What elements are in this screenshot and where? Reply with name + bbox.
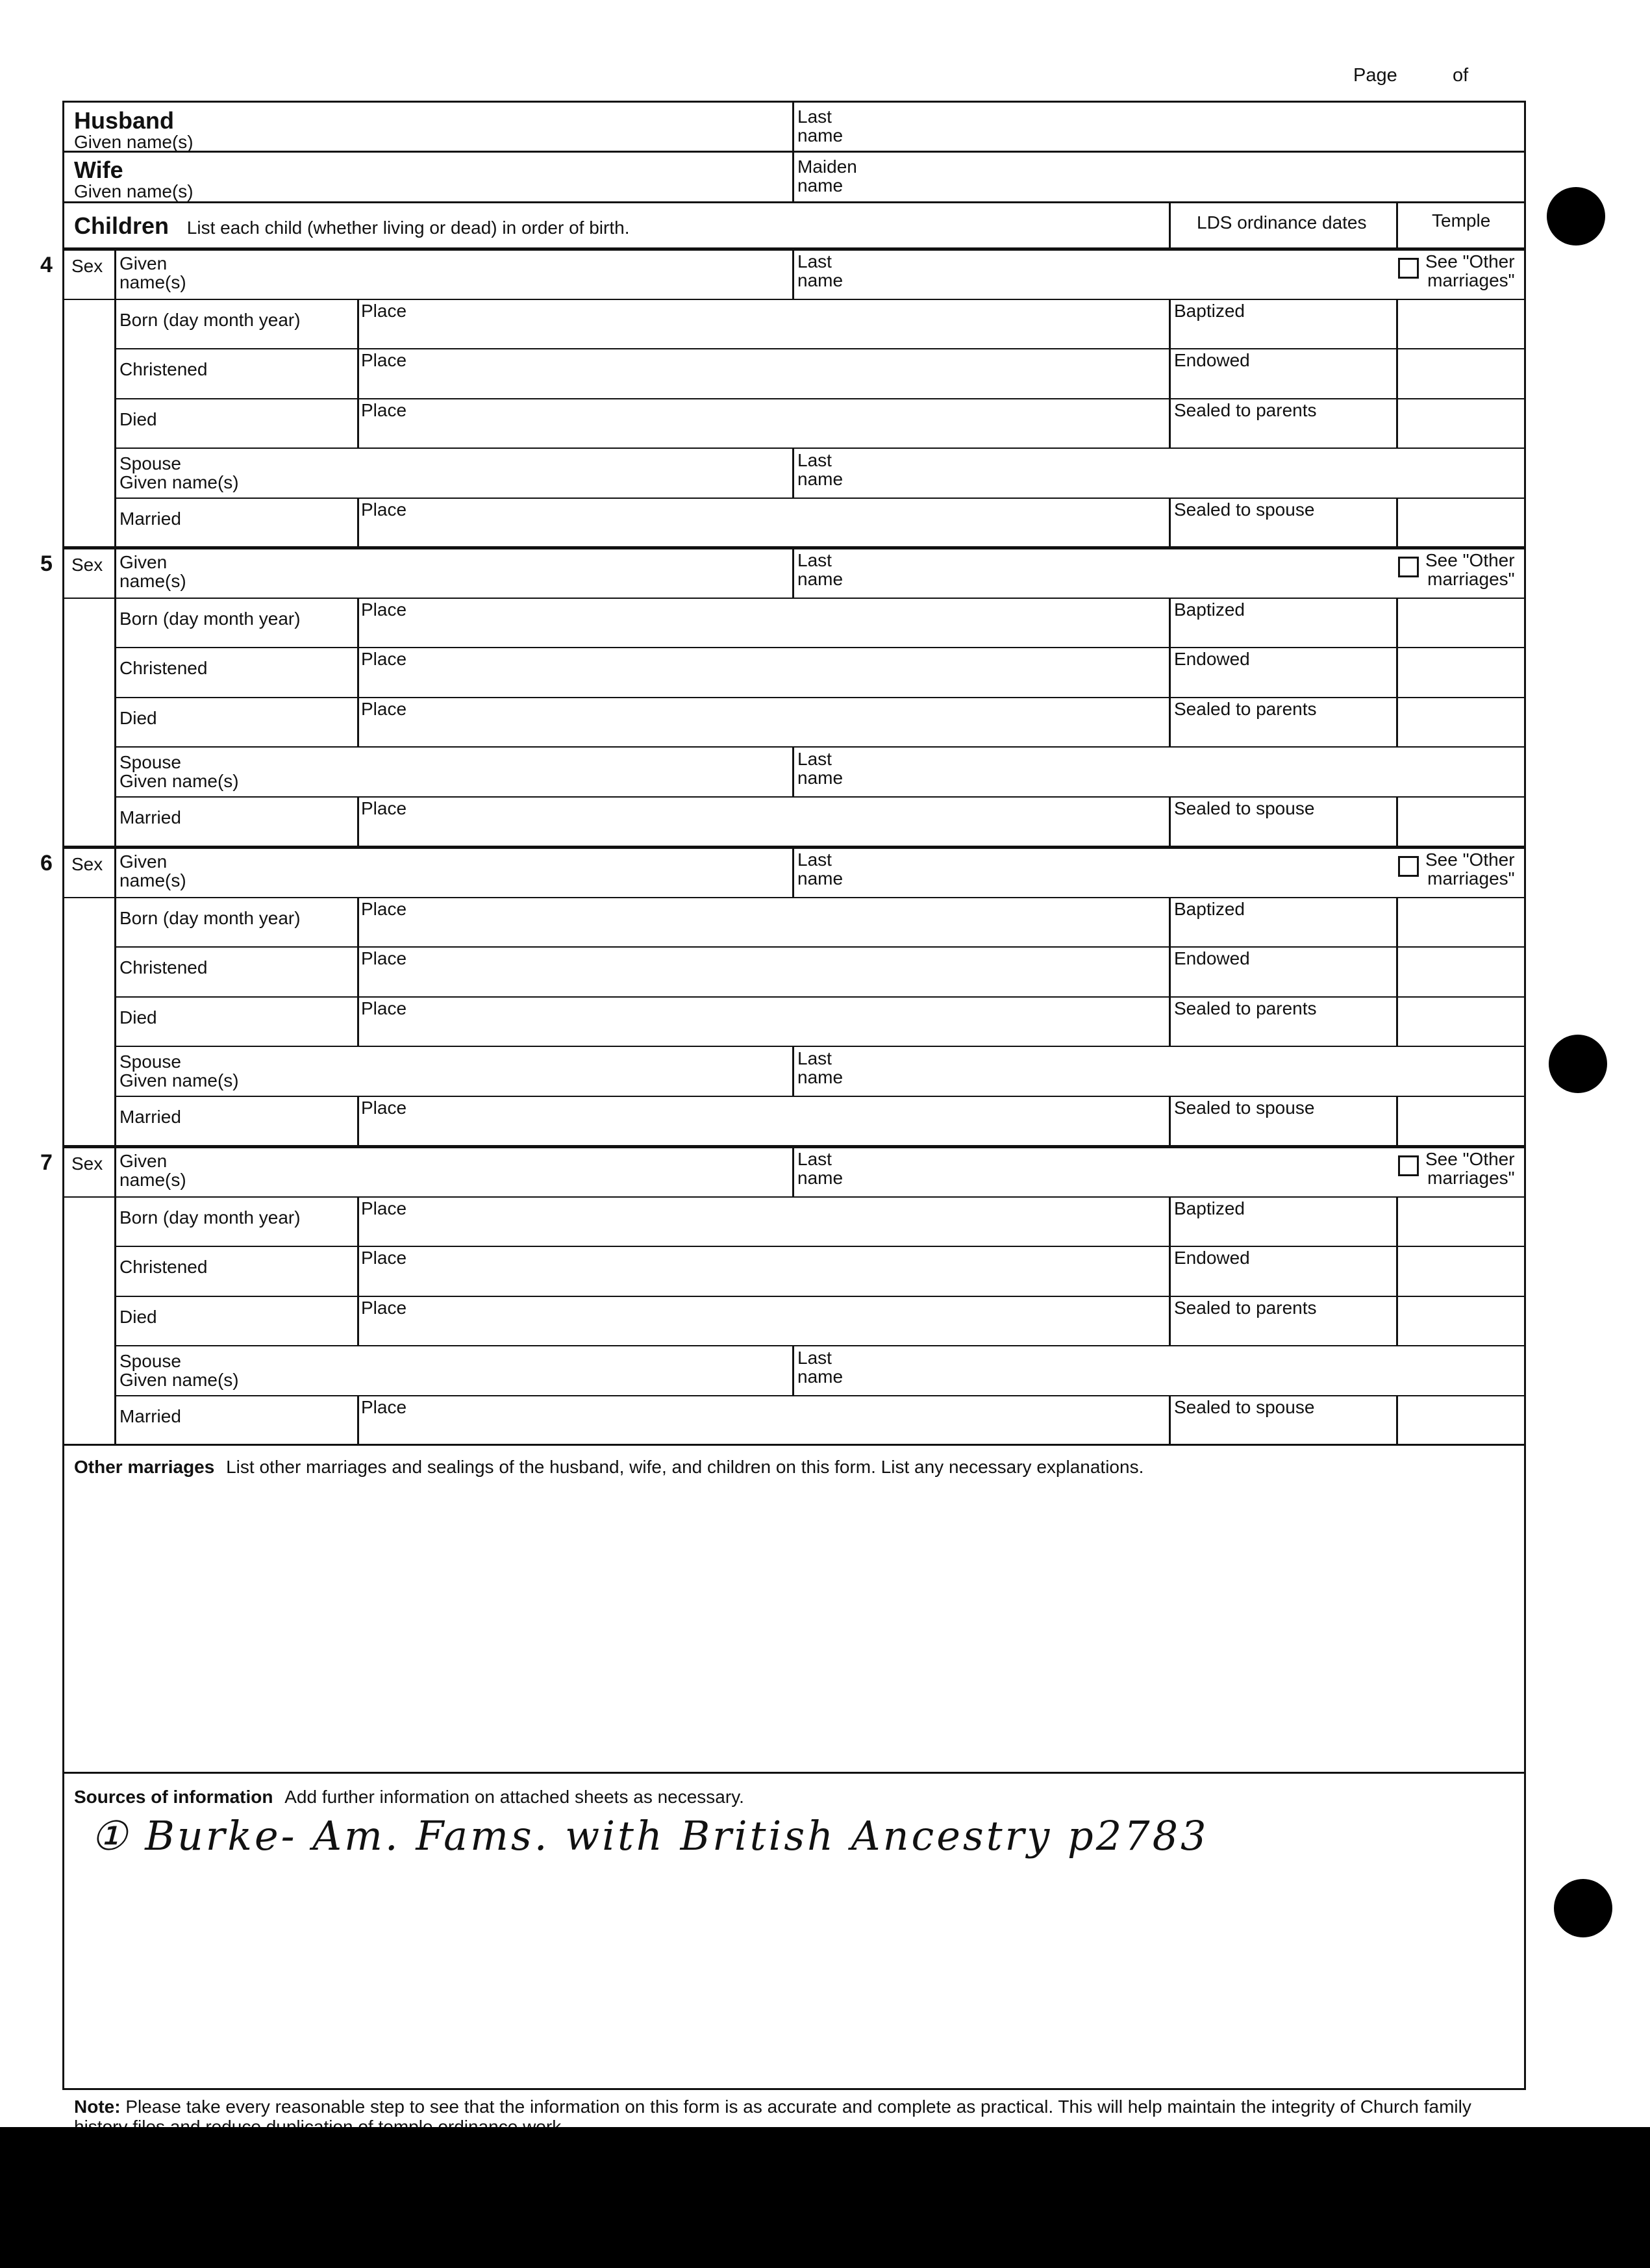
child-5-given-name-field[interactable]: Given name(s) [119, 552, 186, 591]
wife-section[interactable] [74, 158, 194, 201]
child-4-other-marriages-checkbox[interactable] [1398, 258, 1419, 279]
child-4-spouse-given-name-field[interactable]: Spouse Given name(s) [119, 453, 239, 492]
child-5-born-date-field[interactable]: Born (day month year) [119, 609, 301, 629]
child-7-given-name-field[interactable]: Given name(s) [119, 1151, 186, 1190]
child-7-sealed-to-spouse-field[interactable]: Sealed to spouse [1174, 1397, 1315, 1417]
child-4-baptized-field[interactable]: Baptized [1174, 301, 1245, 321]
page-of-label: of [1453, 65, 1469, 86]
child-7-born-date-field[interactable]: Born (day month year) [119, 1207, 301, 1228]
child-5-spouse-given-name-field[interactable]: Spouse Given name(s) [119, 752, 239, 791]
wife-given-label: Given name(s) [74, 181, 194, 201]
child-6-separator [62, 846, 1526, 849]
child-6-christened-date-field[interactable]: Christened [119, 957, 208, 977]
child-7-died-date-field[interactable]: Died [119, 1307, 157, 1327]
child-4-died-date-field[interactable]: Died [119, 409, 157, 429]
child-4-sealed-to-parents-temple-field[interactable] [1399, 401, 1522, 445]
child-6-sealed-to-parents-temple-field[interactable] [1399, 999, 1522, 1043]
child-6-born-place-field[interactable]: Place [361, 899, 407, 919]
child-6-married-date-field[interactable]: Married [119, 1107, 181, 1127]
husband-given-label: Given name(s) [74, 132, 194, 152]
child-7-spouse-last-name-field[interactable]: Last name [797, 1348, 844, 1387]
child-7-endowed-field[interactable]: Endowed [1174, 1248, 1250, 1268]
sources-section[interactable] [74, 1787, 744, 1806]
handwritten-source-entry: ① Burke- Am. Fams. with British Ancestry p2783 [91, 1812, 1209, 1859]
child-5-sealed-to-spouse-temple-field[interactable] [1399, 799, 1522, 843]
sources-title: Sources of information [74, 1787, 273, 1807]
child-5-separator [62, 546, 1526, 549]
child-7-baptized-field[interactable]: Baptized [1174, 1198, 1245, 1218]
child-5-sealed-to-spouse-field[interactable]: Sealed to spouse [1174, 798, 1315, 818]
child-4-born-place-field[interactable]: Place [361, 301, 407, 321]
child-6-other-marriages-checkbox[interactable] [1398, 856, 1419, 877]
child-4-separator [62, 247, 1526, 251]
child-6-last-name-field[interactable]: Last name [797, 850, 844, 888]
child-6-spouse-given-name-field[interactable]: Spouse Given name(s) [119, 1052, 239, 1090]
child-6-sealed-to-spouse-temple-field[interactable] [1399, 1098, 1522, 1142]
child-5-endowed-temple-field[interactable] [1399, 649, 1522, 694]
other-marriages-section[interactable] [74, 1457, 1144, 1476]
wife-title: Wife [74, 157, 123, 183]
child-5-married-date-field[interactable]: Married [119, 807, 181, 827]
lds-ordinance-dates-label: LDS ordinance dates [1197, 212, 1367, 233]
punch-hole-top [1547, 187, 1605, 246]
child-4-died-place-field[interactable]: Place [361, 400, 407, 420]
husband-section[interactable] [74, 109, 194, 151]
child-7-sex-field[interactable]: Sex [71, 1153, 103, 1174]
husband-last-name-field[interactable]: Last name [797, 107, 844, 145]
child-4-born-date-field[interactable]: Born (day month year) [119, 310, 301, 330]
other-marriages-instruction: List other marriages and sealings of the husband, wife, and children on this form. List any necessary explanations. [226, 1457, 1144, 1477]
child-5-number: 5 [40, 551, 53, 576]
child-5-other-marriages-checkbox[interactable] [1398, 557, 1419, 577]
child-6-number: 6 [40, 851, 53, 876]
child-5-spouse-last-name-field[interactable]: Last name [797, 749, 844, 788]
child-5-died-date-field[interactable]: Died [119, 708, 157, 728]
child-4-endowed-temple-field[interactable] [1399, 351, 1522, 395]
child-4-christened-date-field[interactable]: Christened [119, 359, 208, 379]
child-4-given-name-field[interactable]: Given name(s) [119, 253, 186, 292]
child-4-baptized-temple-field[interactable] [1399, 301, 1522, 346]
child-6-christened-place-field[interactable]: Place [361, 948, 407, 968]
child-6-baptized-temple-field[interactable] [1399, 900, 1522, 944]
child-4-last-name-field[interactable]: Last name [797, 251, 844, 290]
child-7-christened-place-field[interactable]: Place [361, 1248, 407, 1268]
child-7-married-place-field[interactable]: Place [361, 1397, 407, 1417]
child-7-endowed-temple-field[interactable] [1399, 1248, 1522, 1292]
child-7-see-other-marriages-label: See "Other marriages" [1425, 1149, 1515, 1188]
child-4-sealed-to-spouse-temple-field[interactable] [1399, 500, 1522, 544]
page-label: Page [1353, 65, 1397, 86]
child-6-sealed-to-parents-field[interactable]: Sealed to parents [1174, 998, 1317, 1018]
child-6-given-name-field[interactable]: Given name(s) [119, 851, 186, 890]
child-6-spouse-last-name-field[interactable]: Last name [797, 1048, 844, 1087]
child-5-last-name-field[interactable]: Last name [797, 550, 844, 589]
child-7-baptized-temple-field[interactable] [1399, 1199, 1522, 1243]
child-5-see-other-marriages-label: See "Other marriages" [1425, 550, 1515, 589]
child-7-separator [62, 1145, 1526, 1148]
child-6-married-place-field[interactable]: Place [361, 1098, 407, 1118]
note-text: Please take every reasonable step to see that the information on this form is as accurate and complete as practical. This will help maintain the integrity of Church family [125, 2097, 1471, 2117]
child-4-number: 4 [40, 253, 53, 277]
child-4-see-other-marriages-label: See "Other marriages" [1425, 251, 1515, 290]
child-5-sealed-to-parents-field[interactable]: Sealed to parents [1174, 699, 1317, 719]
child-5-endowed-field[interactable]: Endowed [1174, 649, 1250, 669]
child-7-other-marriages-checkbox[interactable] [1398, 1155, 1419, 1176]
child-7-married-date-field[interactable]: Married [119, 1406, 181, 1426]
children-instruction: List each child (whether living or dead) in order of birth. [186, 218, 630, 238]
child-7-last-name-field[interactable]: Last name [797, 1149, 844, 1188]
temple-label: Temple [1432, 210, 1491, 231]
child-7-christened-date-field[interactable]: Christened [119, 1257, 208, 1277]
other-marriages-top-border [62, 1444, 1526, 1446]
punch-hole-bottom [1554, 1879, 1612, 1937]
child-7-sealed-to-parents-temple-field[interactable] [1399, 1298, 1522, 1342]
child-4-christened-place-field[interactable]: Place [361, 350, 407, 370]
punch-hole-middle [1549, 1035, 1607, 1093]
child-4-sealed-to-spouse-field[interactable]: Sealed to spouse [1174, 499, 1315, 520]
child-5-christened-date-field[interactable]: Christened [119, 658, 208, 678]
child-5-died-place-field[interactable]: Place [361, 699, 407, 719]
child-4-sealed-to-parents-field[interactable]: Sealed to parents [1174, 400, 1317, 420]
child-5-married-place-field[interactable]: Place [361, 798, 407, 818]
child-5-baptized-field[interactable]: Baptized [1174, 599, 1245, 620]
child-7-spouse-given-name-field[interactable]: Spouse Given name(s) [119, 1351, 239, 1390]
child-7-sealed-to-parents-field[interactable]: Sealed to parents [1174, 1298, 1317, 1318]
child-7-born-place-field[interactable]: Place [361, 1198, 407, 1218]
child-6-born-date-field[interactable]: Born (day month year) [119, 908, 301, 928]
scan-bottom-band [0, 2127, 1650, 2268]
other-marriages-title: Other marriages [74, 1457, 215, 1477]
child-6-sealed-to-spouse-field[interactable]: Sealed to spouse [1174, 1098, 1315, 1118]
sources-instruction: Add further information on attached sheets as necessary. [284, 1787, 744, 1807]
child-6-see-other-marriages-label: See "Other marriages" [1425, 850, 1515, 888]
children-header [74, 214, 629, 238]
child-5-born-place-field[interactable]: Place [361, 599, 407, 620]
children-title: Children [74, 212, 169, 239]
child-5-baptized-temple-field[interactable] [1399, 600, 1522, 644]
child-4-spouse-last-name-field[interactable]: Last name [797, 450, 844, 489]
child-4-endowed-field[interactable]: Endowed [1174, 350, 1250, 370]
note-title: Note: [74, 2097, 121, 2117]
husband-title: Husband [74, 107, 175, 134]
child-4-sex-field[interactable]: Sex [71, 256, 103, 276]
child-5-sex-field[interactable]: Sex [71, 555, 103, 575]
child-5-christened-place-field[interactable]: Place [361, 649, 407, 669]
child-6-sex-field[interactable]: Sex [71, 854, 103, 874]
child-7-sealed-to-spouse-temple-field[interactable] [1399, 1398, 1522, 1442]
child-6-died-place-field[interactable]: Place [361, 998, 407, 1018]
child-6-baptized-field[interactable]: Baptized [1174, 899, 1245, 919]
child-5-sealed-to-parents-temple-field[interactable] [1399, 699, 1522, 744]
child-6-died-date-field[interactable]: Died [119, 1007, 157, 1027]
child-6-endowed-temple-field[interactable] [1399, 949, 1522, 993]
child-4-married-date-field[interactable]: Married [119, 509, 181, 529]
child-7-number: 7 [40, 1150, 53, 1175]
wife-maiden-name-field[interactable]: Maiden name [797, 157, 857, 195]
child-7-died-place-field[interactable]: Place [361, 1298, 407, 1318]
child-6-endowed-field[interactable]: Endowed [1174, 948, 1250, 968]
child-4-married-place-field[interactable]: Place [361, 499, 407, 520]
